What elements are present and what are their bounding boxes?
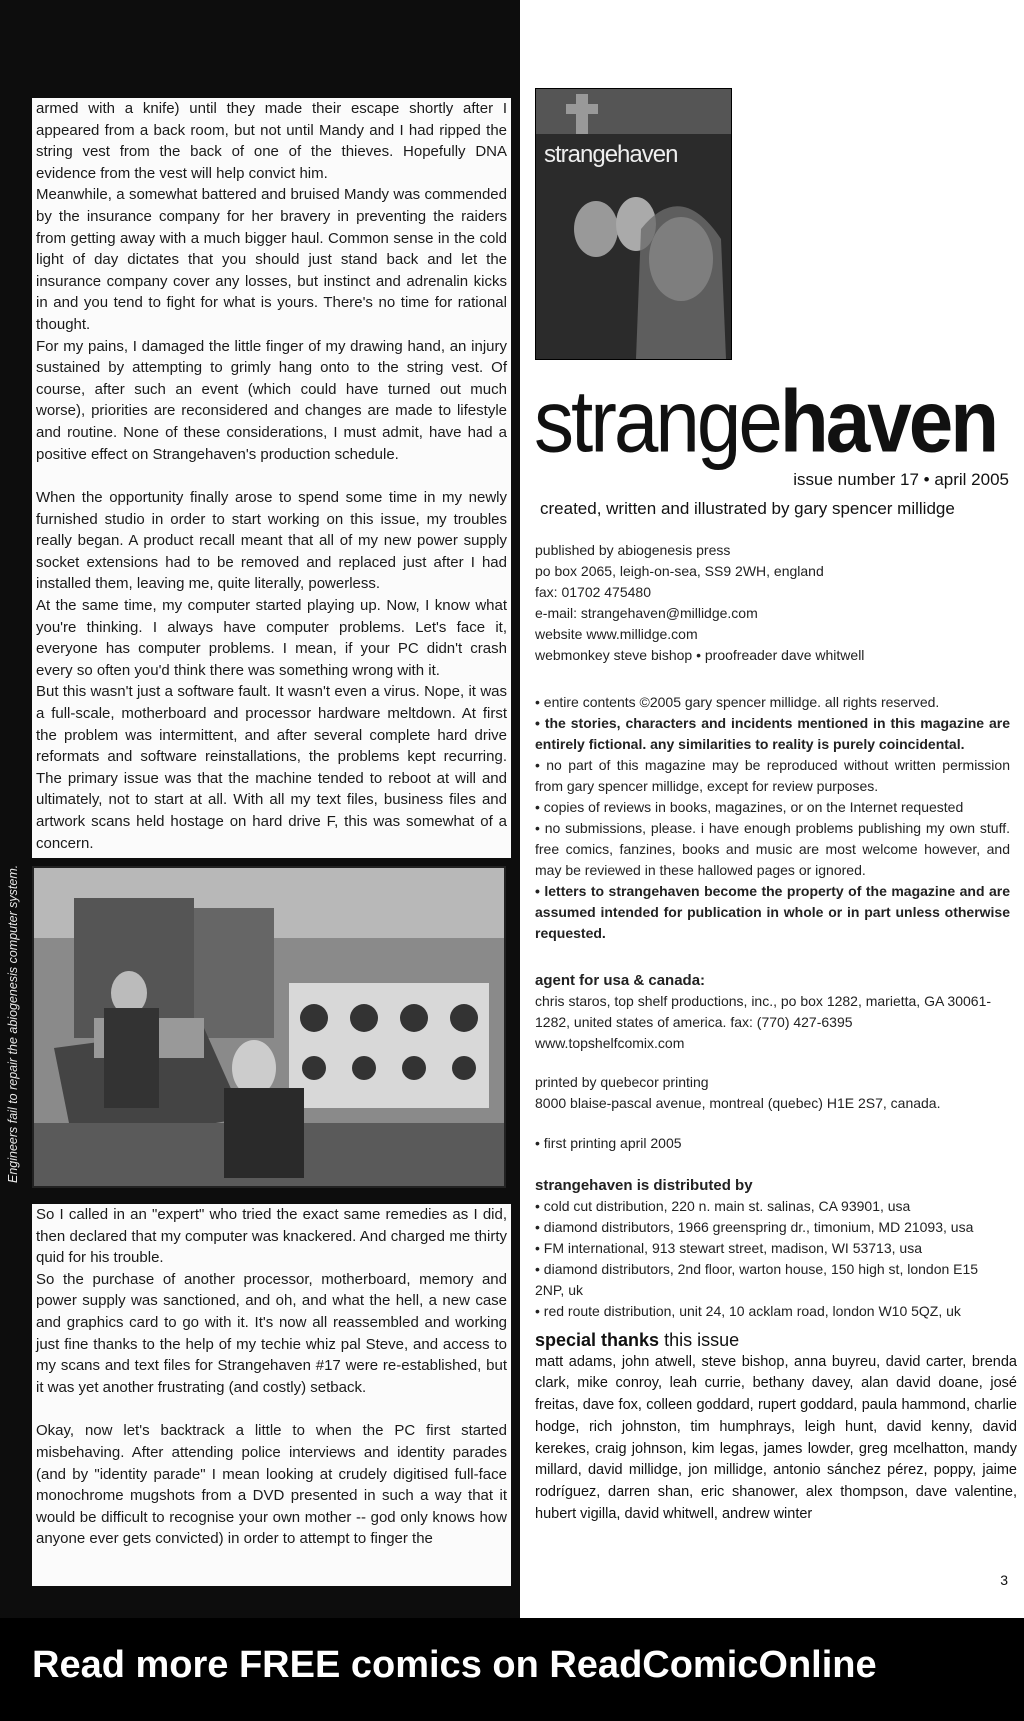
printer-line: 8000 blaise-pascal avenue, montreal (quebec) H1E 2S7, canada. [535, 1095, 941, 1111]
legal-block [535, 692, 1010, 944]
publisher-line: published by abiogenesis press [535, 542, 731, 558]
photo-caption: Engineers fail to repair the abiogenesis computer system. [6, 864, 20, 1183]
promo-banner-text[interactable]: Read more FREE comics on ReadComicOnline [32, 1644, 877, 1686]
computer-room-photo [32, 866, 506, 1188]
promo-banner[interactable] [0, 1618, 1024, 1721]
paragraph: So the purchase of another processor, motherboard, memory and power supply was sanctioned, and oh, and what the hell, a new case and graphics card to go with it. It's now all reassembled and working just fine thanks to the help of my techie whiz pal Steve, and access to my scans and text files for Strangehaven #17 were re-established, but it was yet another frustrating (and costly) setback. [36, 1270, 507, 1396]
legal-line: • copies of reviews in books, magazines, or on the Internet requested [535, 799, 964, 815]
distributor: • red route distribution, unit 24, 10 acklam road, london W10 5QZ, uk [535, 1303, 961, 1319]
legal-line: • the stories, characters and incidents mentioned in this magazine are entirely fictional. any similarities to reality is purely coincidental. [535, 715, 1010, 752]
legal-line: • entire contents ©2005 gary spencer millidge. all rights reserved. [535, 694, 940, 710]
distribution-block [535, 1175, 1010, 1322]
paragraph: At the same time, my computer started playing up. Now, I know what you're thinking. I always have computer problems. Let's face it, everyone has computer problems. I mean, if your PC didn't crash every so often you'd think there was something wrong with it. [36, 597, 507, 679]
paragraph: For my pains, I damaged the little finger of my drawing hand, an injury sustained by attempting to grimly hang onto to the string vest. Of course, after such an event (which could have turned out much worse), priorities are reconsidered and changes are made to lifestyle and routine. None of these considerations, I must admit, have had a positive effect on Strangehaven's production schedule. [36, 337, 507, 463]
legal-line: • no part of this magazine may be reproduced without written permission from gary spencer millidge, except for review purposes. [535, 757, 1010, 794]
publisher-line: fax: 01702 475480 [535, 584, 651, 600]
credits-line: created, written and illustrated by gary spencer millidge [540, 499, 955, 518]
thanks-heading-rest: this issue [659, 1330, 740, 1350]
thanks-block [535, 1330, 1017, 1525]
article-text-top [32, 98, 511, 858]
printer-block [535, 1072, 1010, 1114]
page-number: 3 [1000, 1572, 1008, 1588]
masthead-strange: strange [534, 372, 780, 471]
distributor: • diamond distributors, 2nd floor, warton house, 150 high st, london E15 2NP, uk [535, 1261, 979, 1298]
cover-thumbnail [535, 88, 732, 360]
distribution-heading: strangehaven is distributed by [535, 1177, 753, 1194]
issue-line: issue number 17 • april 2005 [793, 470, 1009, 489]
thanks-names: matt adams, john atwell, steve bishop, anna buyreu, david carter, brenda clark, mike conroy, leah currie, bethany davey, alan david doane, josé freitas, dave fox, colleen goddard, rupert goddard, paula hammond, charlie hodge, rich johnston, tim humphrays, leigh hunt, david kenny, david kerekes, craig johnson, kim legas, james lowder, greg mcelhatton, mandy millard, david millidge, jon millidge, antonio sánchez pérez, poppy, jaime rodríguez, darren shan, eric shanower, alex thompson, dave valentine, hubert vigilla, david whitwell, andrew winter [535, 1353, 1017, 1522]
agent-line: chris staros, top shelf productions, inc., po box 1282, marietta, GA 30061-1282, united states of america. fax: (770) 427-6395 [535, 993, 992, 1030]
article-text-bottom [32, 1204, 511, 1586]
publisher-line: e-mail: strangehaven@millidge.com [535, 605, 758, 621]
agent-line: www.topshelfcomix.com [535, 1035, 685, 1051]
paragraph: armed with a knife) until they made their escape shortly after I appeared from a back room, but not until Mandy and I had ripped the string vest from the back of one of the thieves. Hopefully DNA evidence from the vest will help convict him. [36, 100, 507, 182]
photo-illustration [34, 868, 504, 1186]
cover-illustration [536, 89, 731, 359]
paragraph: Okay, now let's backtrack a little to when the PC first started misbehaving. After attending police interviews and identity parades (and by "identity parade" I mean looking at crudely digitised full-face monochrome mugshots from a DVD presented in such a way that it would be difficult to recognise your own mother -- god only knows how anyone ever gets convicted) in order to attempt to finger the [36, 1422, 507, 1548]
cover-title: strangehaven [544, 141, 678, 168]
first-printing: • first printing april 2005 [535, 1135, 682, 1151]
paragraph: Meanwhile, a somewhat battered and bruised Mandy was commended by the insurance company for her bravery in preventing the raiders from getting away with a much bigger haul. Common sense in the cold light of day dictates that you should just stand back and let the insurance company cover any losses, but instinct and adrenalin kicks in and you tend to fight for what is yours. There's no time for rational thought. [36, 186, 507, 333]
publisher-block [535, 540, 1010, 666]
legal-line: • no submissions, please. i have enough problems publishing my own stuff. free comics, fanzines, books and music are most welcome however, and may be reviewed in these hallowed pages or ignored. [535, 820, 1010, 878]
left-column [0, 0, 520, 1618]
thanks-heading [535, 1330, 1017, 1352]
masthead-haven: haven [779, 372, 997, 471]
publisher-line: webmonkey steve bishop • proofreader dave whitwell [535, 647, 865, 663]
agent-block [535, 970, 1010, 1054]
right-column [520, 0, 1024, 1618]
distributor: • cold cut distribution, 220 n. main st. salinas, CA 93901, usa [535, 1198, 911, 1214]
distributor: • diamond distributors, 1966 greenspring dr., timonium, MD 21093, usa [535, 1219, 974, 1235]
paragraph: But this wasn't just a software fault. It wasn't even a virus. Nope, it was a full-scale, motherboard and processor hardware meltdown. At first the problem was intermittent, and after several complete hard drive reformats and software reinstallations, the problems kept recurring. The primary issue was that the machine tended to reboot at will and ultimately, not to start at all. With all my text files, business files and artwork scans held hostage on hard drive F, this was somewhat of a concern. [36, 683, 507, 852]
printer-line: printed by quebecor printing [535, 1074, 709, 1090]
legal-line: • letters to strangehaven become the property of the magazine and are assumed intended for publication in whole or in part unless otherwise requested. [535, 883, 1010, 941]
paragraph: When the opportunity finally arose to spend some time in my newly furnished studio in order to start working on this issue, my troubles really began. A product recall meant that all of my new power supply socket extensions had to be removed and replaced just after I had installed them, leaving me, quite literally, powerless. [36, 489, 507, 593]
masthead [534, 372, 997, 471]
publisher-line: website www.millidge.com [535, 626, 698, 642]
distributor: • FM international, 913 stewart street, madison, WI 53713, usa [535, 1240, 922, 1256]
agent-heading: agent for usa & canada: [535, 972, 706, 989]
paragraph: So I called in an "expert" who tried the exact same remedies as I did, then declared that my computer was knackered. And charged me thirty quid for his trouble. [36, 1206, 507, 1267]
publisher-line: po box 2065, leigh-on-sea, SS9 2WH, england [535, 563, 824, 579]
thanks-heading-bold: special thanks [535, 1330, 660, 1350]
